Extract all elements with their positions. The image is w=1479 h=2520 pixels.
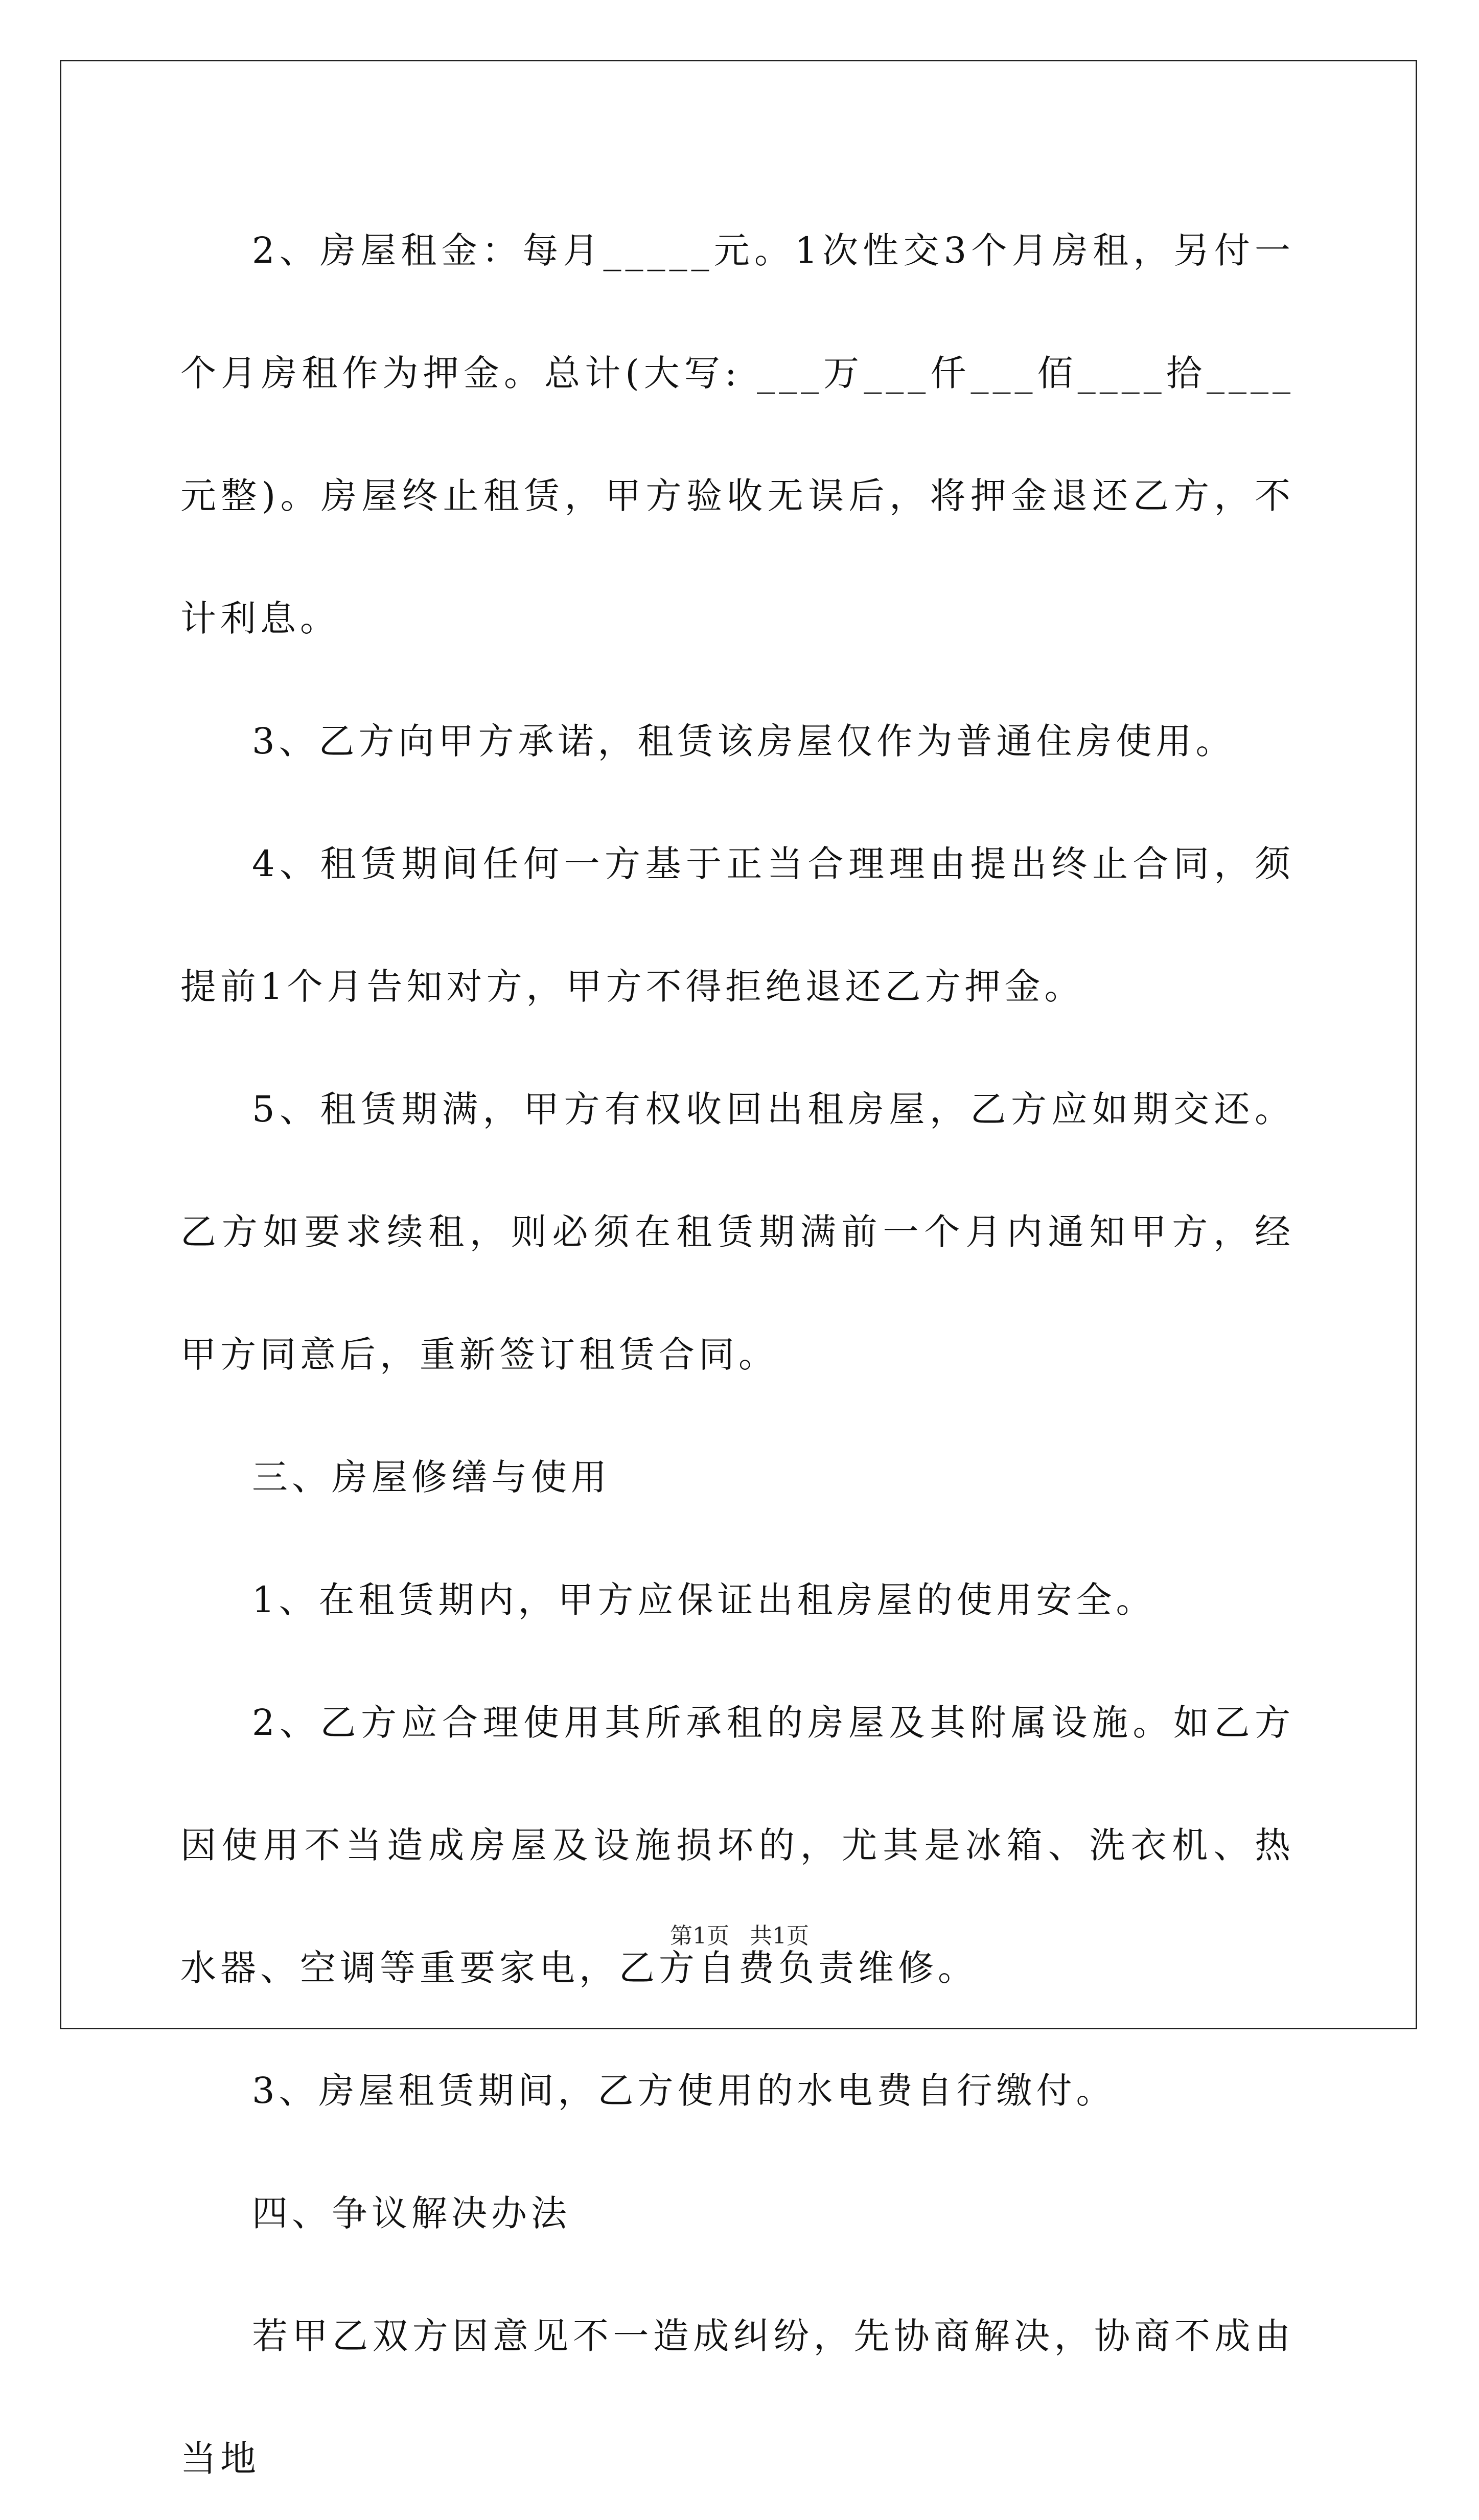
section-heading-dispute: 四、争议解决办法	[252, 2192, 571, 2234]
page-number-current: 第1页	[670, 1923, 729, 1949]
page-number-total: 共1页	[750, 1923, 809, 1949]
section-heading-repair: 三、房屋修缮与使用	[252, 1456, 611, 1498]
document-body	[180, 189, 1295, 2520]
paragraph-residential-use: 3、乙方向甲方承诺，租赁该房屋仅作为普通住房使用。	[252, 720, 1236, 762]
paragraph-lease-expiry: 5、租赁期满，甲方有权收回出租房屋，乙方应如期交还。乙方如要求续租，则必须在租赁期满前一个月内通知甲方，经甲方同意后，重新签订租赁合同。	[180, 1088, 1295, 1376]
paragraph-rent: 2、房屋租金：每月_____元。1次性交3个月房租，另付一个月房租作为押金。总计(大写: ___万___仟___佰____拾____元整)。房屋终止租赁，甲方验收无误后，将押金退还乙方，不计利息。	[180, 230, 1295, 639]
paragraph-safety: 1、在租赁期内，甲方应保证出租房屋的使用安全。	[252, 1579, 1156, 1621]
paragraph-utilities: 3、房屋租赁期间，乙方使用的水电费自行缴付。	[252, 2070, 1116, 2112]
paragraph-proper-use: 2、乙方应合理使用其所承租的房屋及其附属设施。如乙方因使用不当造成房屋及设施损坏的，尤其是冰箱、洗衣机、热水器、空调等重要家电，乙方自费负责维修。	[180, 1702, 1295, 1989]
page-footer	[0, 1921, 1479, 1952]
paragraph-dispute: 若甲乙双方因意见不一造成纠纷，先协商解决，协商不成由当地	[180, 2315, 1295, 2480]
paragraph-termination: 4、租赁期间任何一方基于正当合理理由提出终止合同，须提前1个月告知对方，甲方不得拒绝退还乙方押金。	[180, 843, 1295, 1007]
